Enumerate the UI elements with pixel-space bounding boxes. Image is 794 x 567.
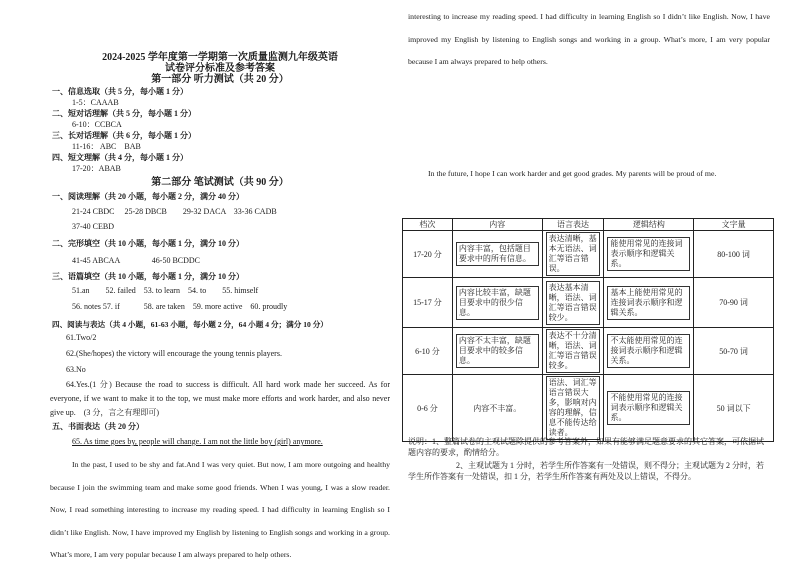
table-row <box>403 231 774 278</box>
row-content: 内容比较丰富，缺题目要求中的很少信息。 <box>456 286 539 320</box>
header-logic: 逻辑结构 <box>604 219 694 231</box>
row-language: 表达基本清晰，语法、词汇等语言错误较少。 <box>546 281 601 325</box>
cloze-heading: 二、完形填空（共 10 小题，每小题 1 分，满分 10 分） <box>52 239 244 248</box>
writing-sentence-65: 65. As time goes by, people will change. I am not the little boy (girl) anymore. <box>72 437 323 446</box>
row-logic: 不能使用常见的连接词表示顺序和逻辑关系。 <box>607 391 690 425</box>
listening-section-3-answer: 11-16： ABC BAB <box>72 142 141 151</box>
listening-section-3-heading: 三、长对话理解（共 6 分，每小题 1 分） <box>52 131 196 140</box>
reading-answers-2: 37-40 CEBD <box>72 222 114 231</box>
answer-62: 62.(She/hopes) the victory will encourage the young tennis players. <box>66 349 282 358</box>
listening-section-1-heading: 一、信息选取（共 5 分，每小题 1 分） <box>52 87 188 96</box>
reading-heading: 一、阅读理解（共 20 小题，每小题 2 分，满分 40 分） <box>52 192 244 201</box>
grammar-answers-1: 51.an 52. failed 53. to learn 54. to 55. himself <box>72 286 259 295</box>
row-content: 内容不太丰富，缺题目要求中的较多信息。 <box>456 334 539 368</box>
header-content: 内容 <box>452 219 542 231</box>
header-words: 文字量 <box>694 219 774 231</box>
row-logic: 基本上能使用常见的连接词表示顺序和逻辑关系。 <box>607 286 690 320</box>
answer-64: 64.Yes.(1 分) Because the road to success is difficult. All hard work made her succeed. As for everyone, if we want to make it to the top, we must make more efforts and work harder, and also never give up. (3 分，言之有理即可) <box>50 380 390 417</box>
row-logic: 不太能使用常见的连接词表示顺序和逻辑关系。 <box>607 334 690 368</box>
writing-heading: 五、书面表达（共 20 分） <box>52 422 144 431</box>
note-1: 说明：1、整篇试卷的主观试题除提供的参考答案外，如果有能够满足题意要求的其它答案，可依据试题内容的要求，酌情给分。 <box>408 437 764 457</box>
header-language: 语言表达 <box>542 219 604 231</box>
listening-section-1-answer: 1-5：CAAAB <box>72 98 119 107</box>
row-language: 语法、词汇等语言错误大多，影响对内容的理解，信息不能传达给读者。 <box>546 376 601 440</box>
header-level: 档次 <box>403 219 453 231</box>
answer-61: 61.Two/2 <box>66 333 97 342</box>
table-row <box>403 375 774 442</box>
listening-section-2-answer: 6-10：CCBCA <box>72 120 122 129</box>
row-language: 表达清晰，基本无语法、词汇等语言错误。 <box>546 232 601 276</box>
row-level: 6-10 分 <box>403 328 453 375</box>
row-content: 内容丰富，包括题目要求中的所有信息。 <box>456 242 539 266</box>
part2-heading: 第二部分 笔试测试（共 90 分） <box>151 177 289 188</box>
row-words: 50-70 词 <box>694 328 774 375</box>
part1-heading: 第一部分 听力测试（共 20 分） <box>151 74 289 85</box>
row-language: 表达不十分清晰，语法、词汇等语言错误较多。 <box>546 329 601 373</box>
document-subtitle: 试卷评分标准及参考答案 <box>165 63 275 74</box>
writing-paragraph-past-continuation: interesting to increase my reading speed. I had difficulty in learning English so I didn’t like English. Now, I have improved my English by listening to English songs and working in a group. What’s more, I am very popular because I am always prepared to help others. <box>408 12 770 66</box>
document-title: 2024-2025 学年度第一学期第一次质量监测九年级英语 <box>102 52 338 63</box>
row-content: 内容不丰富。 <box>452 375 542 442</box>
row-words: 50 词以下 <box>694 375 774 442</box>
table-row <box>403 278 774 328</box>
reading-answers-1: 21-24 CBDC 25-28 DBCB 29-32 DACA 33-36 CADB <box>72 207 277 216</box>
row-level: 15-17 分 <box>403 278 453 328</box>
note-2: 2、主观试题为 1 分时，若学生所作答案有一处错误，则不得分；主观试题为 2 分时，若学生所作答案有一处错误，扣 1 分，若学生所作答案有两处及以上错误，不得分。 <box>408 461 764 481</box>
writing-paragraph-continued <box>408 12 770 163</box>
table-row <box>403 328 774 375</box>
listening-section-2-heading: 二、短对话理解（共 5 分，每小题 1 分） <box>52 109 196 118</box>
listening-section-4-answer: 17-20：ABAB <box>72 164 121 173</box>
listening-section-4-heading: 四、短文理解（共 4 分，每小题 1 分） <box>52 153 188 162</box>
row-level: 0-6 分 <box>403 375 453 442</box>
reading-expression-heading: 四、阅读与表达（共 4 小题，61-63 小题，每小题 2 分，64 小题 4 分；满分 10 分） <box>52 320 328 329</box>
grammar-heading: 三、语篇填空（共 10 小题，每小题 1 分，满分 10 分） <box>52 272 244 281</box>
writing-paragraph-future: In the future, I hope I can work harder and get good grades. My parents will be proud of me. <box>428 169 717 178</box>
grammar-answers-2: 56. notes 57. if 58. are taken 59. more active 60. proudly <box>72 302 288 311</box>
row-logic: 能使用常见的连接词表示顺序和逻辑关系。 <box>607 237 690 271</box>
scoring-table <box>402 218 774 442</box>
row-words: 80-100 词 <box>694 231 774 278</box>
answer-63: 63.No <box>66 365 86 374</box>
row-words: 70-90 词 <box>694 278 774 328</box>
row-level: 17-20 分 <box>403 231 453 278</box>
scoring-table-header <box>403 219 774 231</box>
writing-paragraph-past: In the past, I used to be shy and fat.And I was very quiet. But now, I am more outgoing and healthy because I join the swimming team and make some good friends. When I was young, I was a slow reader. Now, I read something interesting to increase my reading speed. I had difficulty in learning English so I didn’t like English. Now, I have improved my English by listening to English songs and working in a group. What’s more, I am very popular because I am always prepared to help others. <box>50 460 390 559</box>
cloze-answers: 41-45 ABCAA 46-50 BCDDC <box>72 256 201 265</box>
